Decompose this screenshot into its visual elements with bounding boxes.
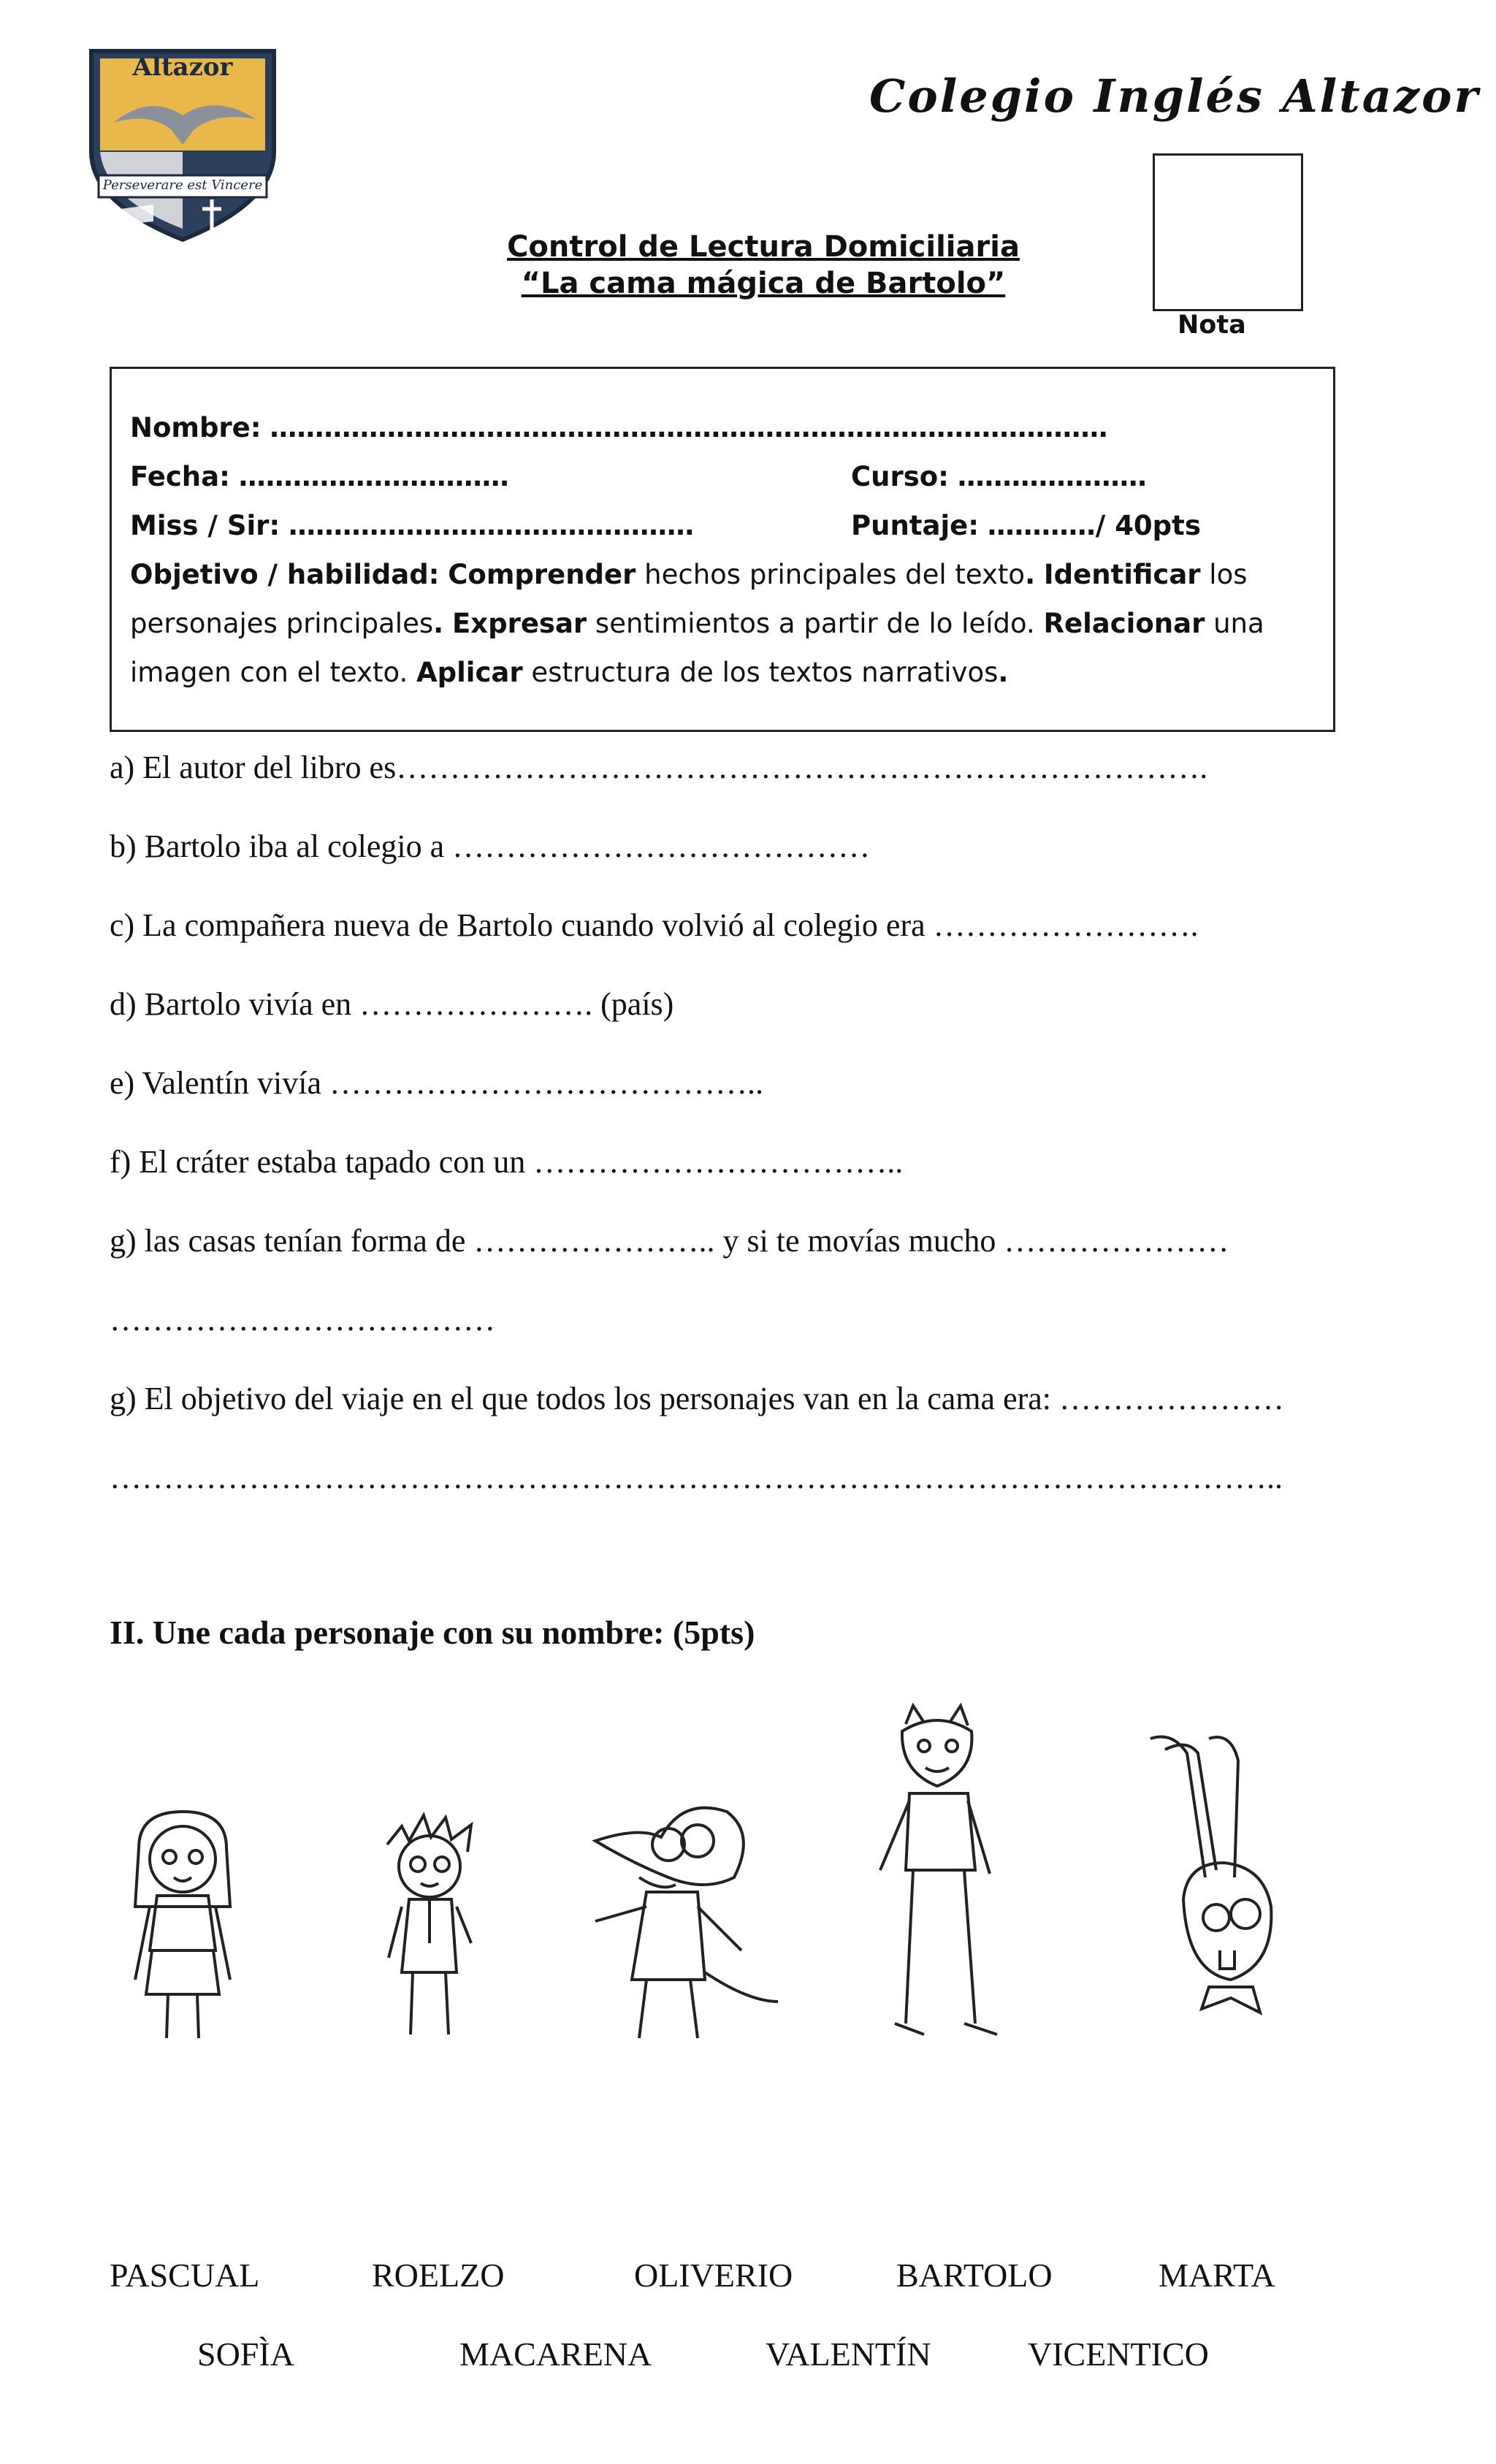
name-oliverio[interactable]: OLIVERIO — [634, 2257, 793, 2294]
question-f[interactable]: f) El cráter estaba tapado con un …………………………….. — [110, 1144, 904, 1180]
objetivo-t2: los personajes principales — [130, 559, 1248, 639]
name-bartolo[interactable]: BARTOLO — [896, 2257, 1053, 2294]
question-g1-continuation[interactable]: ……………………………… — [110, 1302, 495, 1338]
name-sofia[interactable]: SOFÌA — [197, 2335, 294, 2373]
girl-character-icon — [117, 1804, 248, 2045]
school-name: Colegio Inglés Altazor — [869, 69, 1481, 123]
document-title: Control de Lectura Domiciliaria — [507, 230, 1020, 264]
objetivo-t1: hechos principales del texto — [636, 559, 1026, 590]
name-pascual[interactable]: PASCUAL — [110, 2257, 260, 2294]
document-subtitle: “La cama mágica de Bartolo” — [521, 267, 1006, 300]
curso-dots: ………………… — [957, 461, 1147, 492]
question-a[interactable]: a) El autor del libro es…………………………………………………………………. — [110, 750, 1208, 785]
name-roelzo[interactable]: ROELZO — [372, 2257, 505, 2294]
section-2-title: II. Une cada personaje con su nombre: (5pts) — [110, 1614, 755, 1651]
fecha-dots: ………………………… — [238, 461, 509, 492]
spiky-hair-boy-icon — [373, 1812, 489, 2045]
objetivo-t3: sentimientos a partir de lo leído. — [587, 608, 1035, 639]
curso-label: Curso: — [851, 461, 949, 492]
objetivo-label: Objetivo / habilidad: — [130, 559, 440, 590]
name-marta[interactable]: MARTA — [1159, 2257, 1275, 2294]
nombre-label: Nombre: — [130, 412, 262, 443]
curso-field[interactable] — [851, 452, 1147, 501]
nota-label: Nota — [1178, 310, 1246, 340]
question-e[interactable]: e) Valentín vivía ………………………………….. — [110, 1065, 763, 1101]
fecha-label: Fecha: — [130, 461, 230, 492]
objetivo-aplicar: Aplicar — [416, 657, 523, 688]
question-g2-continuation[interactable]: ……………………………………………………………………………………………….. — [110, 1460, 1283, 1495]
miss-label: Miss / Sir: — [130, 510, 280, 541]
nombre-dots: ………………………………………………………………………………… — [270, 412, 1108, 443]
objetivo-expresar: Expresar — [451, 608, 587, 639]
question-g2[interactable]: g) El objetivo del viaje en el que todos los personajes van en la cama era: ………………… — [110, 1381, 1284, 1416]
name-vicentico[interactable]: VICENTICO — [1028, 2335, 1209, 2373]
fecha-field[interactable] — [130, 452, 509, 501]
question-d[interactable]: d) Bartolo vivía en …………………. (país) — [110, 986, 674, 1022]
question-b[interactable]: b) Bartolo iba al colegio a ………………………………… — [110, 828, 871, 864]
cat-character-icon — [866, 1702, 1012, 2045]
crest-title: Altazor — [132, 53, 233, 82]
mole-character-icon — [581, 1782, 785, 2045]
name-macarena[interactable]: MACARENA — [459, 2335, 652, 2373]
crest-motto: Perseverare est Vincere — [102, 178, 263, 193]
objetivo-t5: estructura de los textos narrativos — [522, 657, 999, 688]
objetivo-relacionar: Relacionar — [1043, 608, 1205, 639]
objetivo-t4: una imagen con el texto. — [130, 608, 1264, 688]
miss-dots: ……………………………………… — [288, 510, 694, 541]
miss-field[interactable] — [130, 501, 694, 550]
nombre-field[interactable] — [130, 403, 1107, 452]
puntaje-label: Puntaje: — [851, 510, 980, 541]
question-g1[interactable]: g) las casas tenían forma de ………………….. y si te movías mucho ………………… — [110, 1223, 1229, 1259]
puntaje-field[interactable] — [851, 501, 1201, 550]
school-crest — [84, 42, 281, 243]
objetivo-comprender: Comprender — [448, 559, 636, 590]
question-c[interactable]: c) La compañera nueva de Bartolo cuando volvió al colegio era ……………………. — [110, 907, 1199, 943]
objetivo-text: Objetivo / habilidad: Comprender hechos principales del texto. Identificar los personajes principales. Expresar sentimientos a partir de lo leído. Relacionar una imagen con el texto. Aplicar estructura de los textos narrativos. — [130, 559, 1264, 688]
rabbit-character-icon — [1136, 1731, 1304, 2053]
objetivo-identificar: Identificar — [1043, 559, 1201, 590]
puntaje-value: …………/ 40pts — [987, 510, 1201, 541]
nota-box[interactable] — [1153, 153, 1303, 311]
name-valentin[interactable]: VALENTÍN — [766, 2335, 931, 2373]
